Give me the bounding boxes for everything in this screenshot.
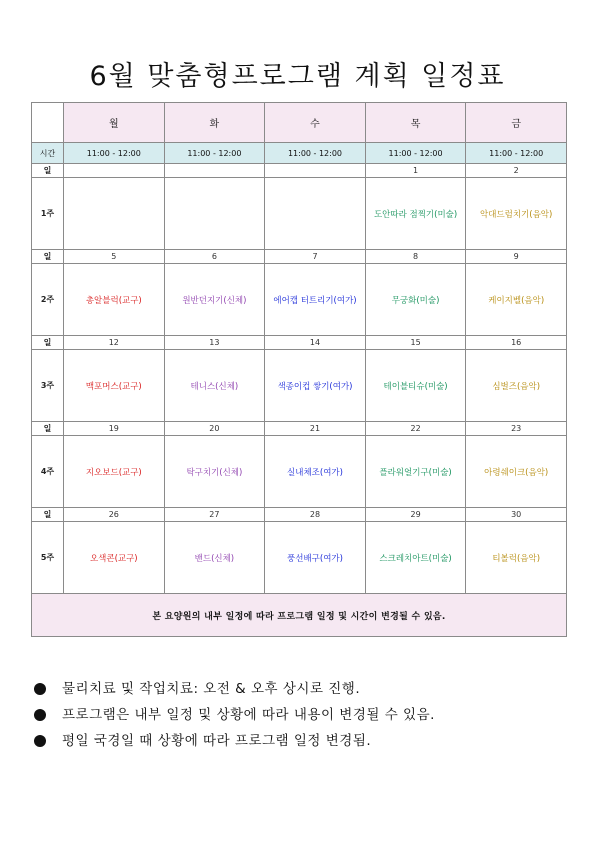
day-header: 목: [365, 103, 466, 143]
note-row: [32, 594, 567, 637]
date-cell: 20: [164, 422, 265, 436]
date-cell: 16: [466, 336, 567, 350]
activity-cell: 밴드(신체): [164, 522, 265, 594]
notice-text: 물리치료 및 작업치료: 오전 & 오후 상시로 진행.: [62, 681, 361, 697]
activity-cell: 도안따라 점찍기(미술): [365, 178, 466, 250]
week-label: 5주: [32, 522, 64, 594]
time-cell: 11:00 - 12:00: [365, 143, 466, 164]
activity-cell: 원반던지기(신체): [164, 264, 265, 336]
activity-cell: 스크레치아트(미술): [365, 522, 466, 594]
time-row: [32, 143, 567, 164]
activity-cell: 총알블럭(교구): [64, 264, 165, 336]
date-cell: 8: [365, 250, 466, 264]
activity-cell: 심벌즈(음악): [466, 350, 567, 422]
date-cell: 29: [365, 508, 466, 522]
date-cell: [64, 164, 165, 178]
activity-cell: 플라워얼기구(미술): [365, 436, 466, 508]
activity-cell: [164, 178, 265, 250]
date-cell: 2: [466, 164, 567, 178]
activity-cell: 무궁화(미술): [365, 264, 466, 336]
date-cell: 9: [466, 250, 567, 264]
date-cell: 1: [365, 164, 466, 178]
bullet-icon: [34, 735, 46, 747]
bullet-icon: [34, 709, 46, 721]
date-label: 일: [32, 164, 64, 178]
activity-cell: 오색콘(교구): [64, 522, 165, 594]
time-cell: 11:00 - 12:00: [64, 143, 165, 164]
activity-cell: 케이지벨(음악): [466, 264, 567, 336]
activity-cell: 티볼럭(음악): [466, 522, 567, 594]
date-label: 일: [32, 508, 64, 522]
activity-cell: 풍선배구(여가): [265, 522, 366, 594]
schedule-table: [31, 102, 567, 637]
notice-item: [34, 702, 574, 728]
activity-cell: 아령쉐이크(음악): [466, 436, 567, 508]
date-label: 일: [32, 336, 64, 350]
week-label: 4주: [32, 436, 64, 508]
activity-cell: 테니스(신체): [164, 350, 265, 422]
date-cell: 21: [265, 422, 366, 436]
date-cell: 7: [265, 250, 366, 264]
activity-row: [32, 264, 567, 336]
bullet-icon: [34, 683, 46, 695]
day-header: 금: [466, 103, 567, 143]
activity-cell: 색종이컵 쌓기(여가): [265, 350, 366, 422]
date-cell: [164, 164, 265, 178]
header-corner-cell: [32, 103, 64, 143]
week-label: 1주: [32, 178, 64, 250]
activity-cell: 에어캡 터트리기(여가): [265, 264, 366, 336]
date-cell: 27: [164, 508, 265, 522]
activity-cell: 탁구치기(신체): [164, 436, 265, 508]
activity-row: [32, 436, 567, 508]
date-cell: 19: [64, 422, 165, 436]
date-cell: 6: [164, 250, 265, 264]
schedule-note: 본 요양원의 내부 일정에 따라 프로그램 일정 및 시간이 변경될 수 있음.: [32, 594, 567, 637]
day-header: 수: [265, 103, 366, 143]
date-row: [32, 250, 567, 264]
date-cell: 22: [365, 422, 466, 436]
date-cell: 26: [64, 508, 165, 522]
activity-cell: 테이블티슈(미술): [365, 350, 466, 422]
activity-cell: [64, 178, 165, 250]
date-cell: 12: [64, 336, 165, 350]
date-cell: 15: [365, 336, 466, 350]
activity-cell: 실내체조(여가): [265, 436, 366, 508]
time-label: 시간: [32, 143, 64, 164]
day-header: 월: [64, 103, 165, 143]
date-cell: 5: [64, 250, 165, 264]
day-header: 화: [164, 103, 265, 143]
date-cell: 28: [265, 508, 366, 522]
date-label: 일: [32, 422, 64, 436]
date-cell: 13: [164, 336, 265, 350]
notice-item: [34, 676, 574, 702]
date-cell: 23: [466, 422, 567, 436]
page-title: 6월 맞춤형프로그램 계획 일정표: [89, 61, 506, 92]
date-row: [32, 164, 567, 178]
notice-list: [34, 676, 574, 754]
week-label: 3주: [32, 350, 64, 422]
activity-row: [32, 178, 567, 250]
date-cell: 14: [265, 336, 366, 350]
activity-row: [32, 522, 567, 594]
notice-item: [34, 728, 574, 754]
time-cell: 11:00 - 12:00: [265, 143, 366, 164]
date-cell: 30: [466, 508, 567, 522]
activity-row: [32, 350, 567, 422]
activity-cell: 맥포머스(교구): [64, 350, 165, 422]
date-row: [32, 336, 567, 350]
week-label: 2주: [32, 264, 64, 336]
activity-cell: 지오보드(교구): [64, 436, 165, 508]
date-row: [32, 422, 567, 436]
day-header-row: [32, 103, 567, 143]
activity-cell: [265, 178, 366, 250]
date-label: 일: [32, 250, 64, 264]
notice-text: 평일 국경일 때 상황에 따라 프로그램 일정 변경됨.: [62, 733, 372, 749]
date-row: [32, 508, 567, 522]
activity-cell: 악대드럼치기(음악): [466, 178, 567, 250]
time-cell: 11:00 - 12:00: [466, 143, 567, 164]
time-cell: 11:00 - 12:00: [164, 143, 265, 164]
notice-text: 프로그램은 내부 일정 및 상황에 따라 내용이 변경될 수 있음.: [62, 707, 435, 723]
date-cell: [265, 164, 366, 178]
